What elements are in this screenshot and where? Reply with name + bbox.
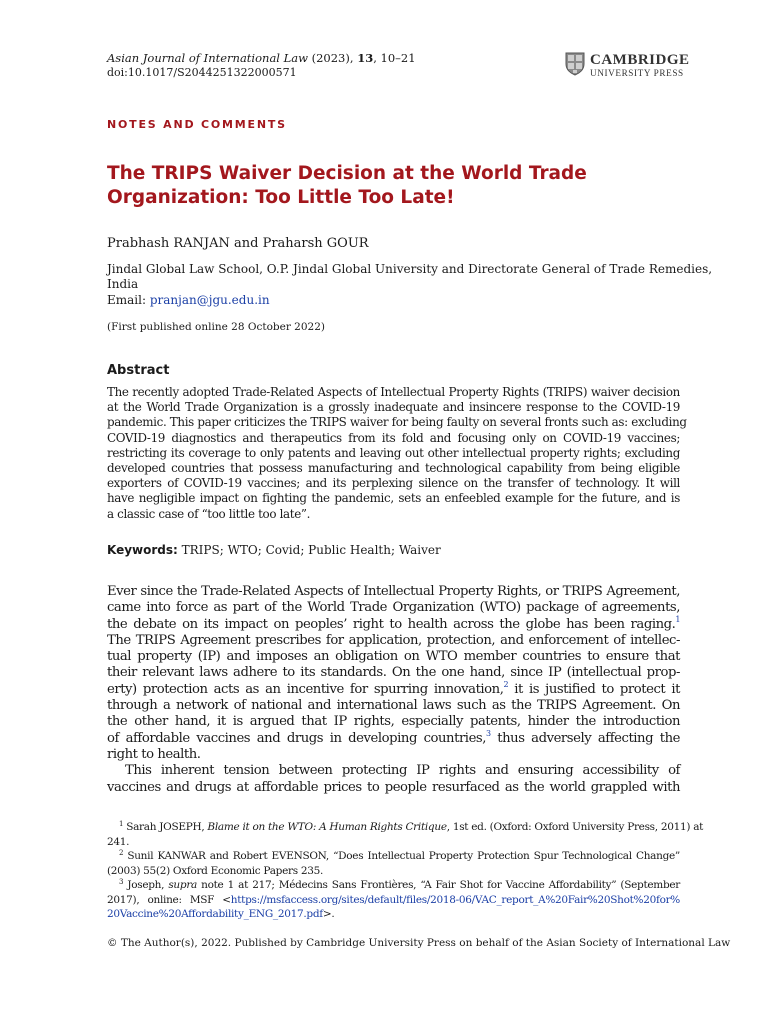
body-line: [107, 614, 680, 633]
copyright-notice: © The Author(s), 2022. Published by Cambridge University Press on behalf of the Asian Society of International Law: [107, 937, 731, 949]
footnote-1-cont: 241.: [107, 835, 130, 848]
footnote-ref[interactable]: 2: [503, 679, 509, 689]
footnote-url-link[interactable]: 20Vaccine%20Affordability_ENG_2017.pdf: [107, 908, 323, 920]
publication-note: (First published online 28 October 2022): [107, 321, 326, 333]
affiliation-line: India: [107, 277, 139, 291]
email-link[interactable]: pranjan@jgu.edu.in: [149, 293, 270, 307]
abstract-line: exporters of COVID-19 vaccines; and its perplexing silence on the transfer of technology. It will: [107, 476, 680, 491]
abstract-line: developed countries that possess manufacturing and technological capability from being eligible: [107, 460, 680, 475]
footnote-3-cont: [107, 893, 680, 908]
body-text-span: the debate on its impact on peoples’ right to health across the globe has been raging.: [107, 616, 676, 632]
body-line: The TRIPS Agreement prescribes for application, protection, and enforcement of intellec-: [107, 632, 680, 648]
footnote-text: Sunil KANWAR and Robert EVENSON, “Does Intellectual Property Protection Spur Technological Change”: [123, 850, 680, 862]
abstract-text: [107, 385, 687, 522]
footnote-italic: supra: [168, 879, 197, 891]
footnote-2: [107, 849, 680, 864]
body-line: right to health.: [107, 746, 201, 762]
title-line: The TRIPS Waiver Decision at the World Trade: [107, 163, 587, 184]
body-line: tual property (IP) and imposes an obligation on WTO member countries to ensure that: [107, 649, 680, 665]
footnote-3-cont: [107, 907, 680, 922]
abstract-line: COVID-19 diagnostics and therapeutics from its fold and focusing only on COVID-19 vaccines;: [107, 430, 680, 445]
publisher-subtitle: UNIVERSITY PRESS: [590, 68, 684, 78]
journal-volume: 13: [357, 51, 374, 65]
body-line: their relevant laws adhere to its standards. On the one hand, since IP (intellectual prop-: [107, 665, 680, 681]
journal-citation: [107, 51, 416, 65]
footnote-italic: Blame it on the WTO: A Human Rights Critique: [207, 821, 447, 833]
affiliation: [107, 262, 713, 292]
publisher-name: CAMBRIDGE: [590, 52, 690, 68]
abstract-line: a classic case of “too little too late”.: [107, 506, 311, 521]
footnote-1: [107, 820, 704, 835]
body-text-span: thus adversely affecting the: [490, 730, 680, 746]
body-text: [107, 584, 680, 796]
body-line: [107, 679, 680, 698]
body-line: the other hand, it is argued that IP rights, especially patents, hinder the introduction: [107, 714, 680, 730]
section-label: NOTES AND COMMENTS: [107, 118, 287, 131]
keywords-label: Keywords:: [107, 543, 178, 557]
keywords-value: TRIPS; WTO; Covid; Public Health; Waiver: [177, 543, 441, 557]
footnote-2-cont: (2003) 55(2) Oxford Economic Papers 235.: [107, 864, 324, 877]
abstract-heading: Abstract: [107, 363, 170, 378]
abstract-line: restricting its coverage to only patents and leaving out other intellectual property rights; excluding: [107, 445, 680, 460]
title-line: Organization: Too Little Too Late!: [107, 187, 455, 208]
cambridge-logo: [565, 52, 690, 78]
abstract-line: The recently adopted Trade-Related Aspects of Intellectual Property Rights (TRIPS) waiver decision: [107, 385, 680, 399]
keywords: [107, 543, 441, 558]
cambridge-crest-icon: [565, 52, 585, 76]
email-label: Email:: [107, 293, 150, 307]
abstract-line: have negligible impact on fighting the pandemic, sets an enfeebled example for the future, and is: [107, 491, 680, 506]
authors: Prabhash RANJAN and Praharsh GOUR: [107, 236, 369, 251]
footnote-text: >.: [322, 908, 335, 920]
body-line: vaccines and drugs at affordable prices to people resurfaced as the world grappled with: [107, 779, 680, 795]
body-text-span: of affordable vaccines and drugs in developing countries,: [107, 730, 486, 746]
abstract-line: pandemic. This paper criticizes the TRIPS waiver for being faulty on several fronts such as: excluding: [107, 415, 687, 430]
footnote-number: 2: [119, 849, 124, 857]
body-line: Ever since the Trade-Related Aspects of Intellectual Property Rights, or TRIPS Agreement,: [107, 584, 680, 599]
journal-name: Asian Journal of International Law: [107, 51, 308, 65]
footnote-text: , 1st ed. (Oxford: Oxford University Press, 2011) at: [446, 821, 704, 833]
journal-year: (2023),: [307, 51, 358, 65]
email-line: [107, 293, 270, 308]
body-line: through a network of national and international laws such as the TRIPS Agreement. On: [107, 698, 680, 714]
body-text-span: erty) protection acts as an incentive for spurring innovation,: [107, 681, 504, 697]
footnote-ref[interactable]: 3: [485, 728, 491, 738]
body-line: This inherent tension between protecting IP rights and ensuring accessibility of: [125, 763, 680, 779]
footnote-3: [107, 878, 680, 893]
footnotes: [107, 820, 704, 922]
body-line: [107, 728, 680, 747]
journal-pages: , 10–21: [373, 51, 416, 65]
footnote-number: 1: [119, 820, 124, 828]
footnote-url-link[interactable]: https://msfaccess.org/sites/default/files/2018-06/VAC_report_A%20Fair%20Shot%20for%: [230, 893, 680, 906]
footnote-text: Joseph,: [123, 879, 169, 891]
doi: doi:10.1017/S2044251322000571: [107, 66, 297, 79]
abstract-line: at the World Trade Organization is a grossly inadequate and insincere response to the COVID-19: [107, 400, 680, 415]
footnote-text: 2017), online: MSF <: [107, 893, 231, 906]
footnote-ref[interactable]: 1: [675, 614, 680, 624]
footnote-text: Sarah JOSEPH,: [123, 821, 208, 833]
footnote-text: note 1 at 217; Médecins Sans Frontières, “A Fair Shot for Vaccine Affordability” (September: [197, 879, 680, 891]
body-line: came into force as part of the World Trade Organization (WTO) package of agreements,: [107, 600, 680, 616]
body-text-span: it is justified to protect it: [508, 681, 680, 697]
affiliation-line: Jindal Global Law School, O.P. Jindal Global University and Directorate General of Trade Remedies,: [107, 262, 713, 276]
article-title: [107, 162, 667, 210]
footnote-number: 3: [119, 878, 124, 886]
